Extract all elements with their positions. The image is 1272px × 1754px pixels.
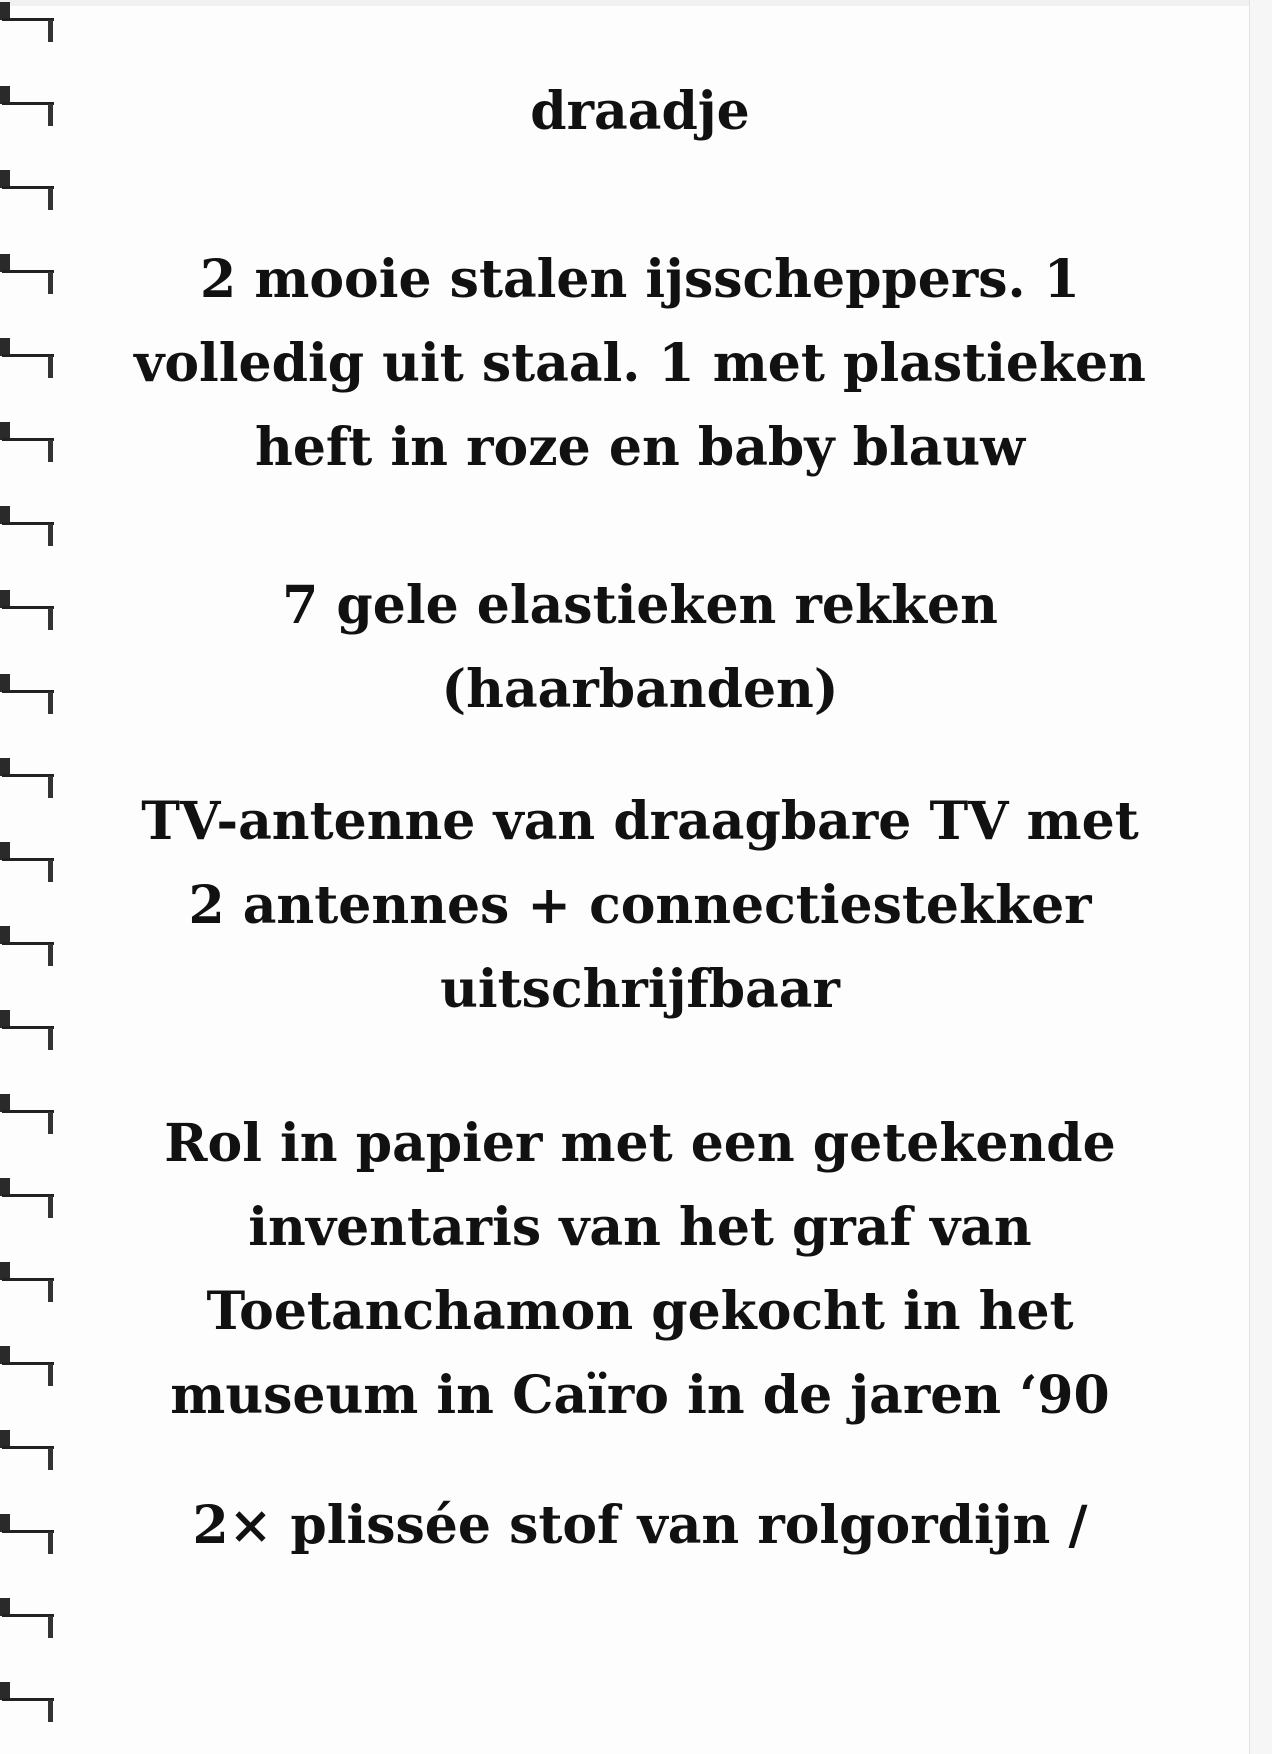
page-right-edge [1249,0,1272,1754]
binding-ring [0,1176,56,1216]
binding-ring [0,840,56,880]
spiral-binding [0,0,60,1754]
page-top-edge [0,0,1272,6]
text-block-plissee: 2× plissée stof van rolgordijn / [192,1495,1088,1556]
binding-ring [0,1596,56,1636]
binding-ring [0,1260,56,1300]
binding-ring [0,1008,56,1048]
binding-ring [0,336,56,376]
binding-ring [0,420,56,460]
binding-ring [0,84,56,124]
binding-ring [0,924,56,964]
binding-ring [0,1680,56,1720]
binding-ring [0,1092,56,1132]
binding-ring [0,672,56,712]
binding-ring [0,588,56,628]
binding-ring [0,252,56,292]
binding-ring [0,0,56,40]
text-block-tv-antenne: TV-antenne van draagbare TV met 2 antennes + connectiestekker uitschrijfbaar [141,791,1139,1020]
binding-ring [0,504,56,544]
text-block-elastieken: 7 gele elastieken rekken (haarbanden) [282,575,998,720]
binding-ring [0,756,56,796]
text-block-ijsscheppers: 2 mooie stalen ijsscheppers. 1 volledig uit staal. 1 met plastieken heft in roze en baby blauw [134,249,1146,478]
text-content [90,70,1190,1568]
binding-ring [0,168,56,208]
binding-ring [0,1512,56,1552]
binding-ring [0,1344,56,1384]
text-block-rol-papier: Rol in papier met een getekende inventaris van het graf van Toetanchamon gekocht in het museum in Caïro in de jaren ‘90 [164,1113,1116,1426]
text-block-draadje: draadje [530,81,750,142]
binding-ring [0,1428,56,1468]
